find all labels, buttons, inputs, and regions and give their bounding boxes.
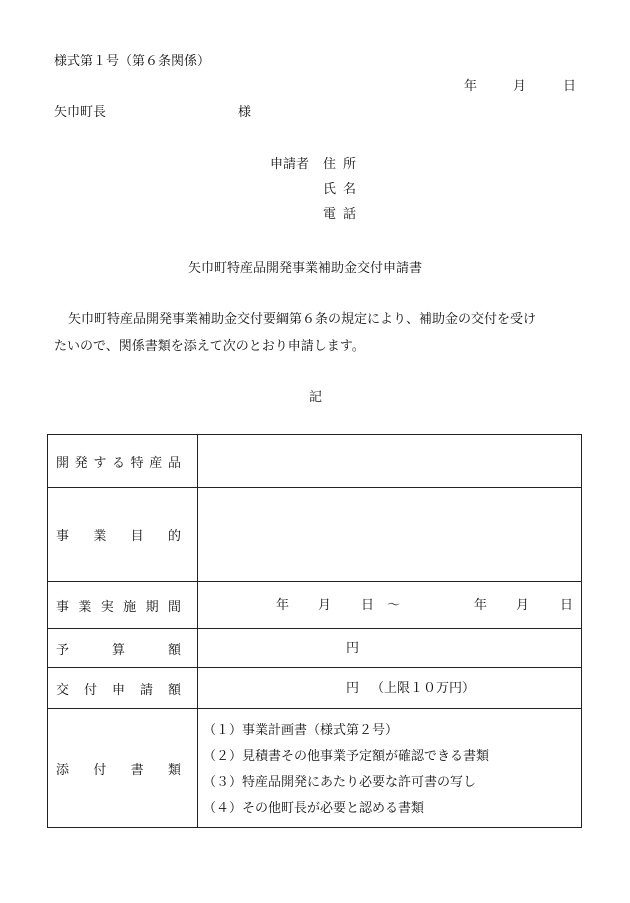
table-row-product <box>48 435 582 488</box>
period-start-day: 日 <box>361 598 375 613</box>
applicant-address-label: 住 所 <box>323 157 356 172</box>
purpose-value-cell[interactable] <box>198 488 582 582</box>
label-budget: 予 算 額 <box>56 642 181 658</box>
date-day-label: 日 <box>563 79 577 94</box>
applicant-role-label: 申請者 <box>270 157 310 172</box>
form-number: 様式第１号（第６条関係） <box>54 54 211 69</box>
table-row-purpose <box>48 488 582 582</box>
request-limit: （上限１０万円） <box>371 681 476 696</box>
table-row-budget <box>48 629 582 668</box>
budget-unit: 円 <box>346 641 360 656</box>
request-unit: 円 <box>346 681 360 696</box>
document-title: 矢巾町特産品開発事業補助金交付申請書 <box>188 261 423 276</box>
product-value-cell[interactable] <box>198 435 582 488</box>
attachments-cell <box>198 709 582 828</box>
date-month-label: 月 <box>513 79 527 94</box>
attachment-item: （１）事業計画書（様式第２号） <box>203 722 399 738</box>
period-value-cell[interactable] <box>198 582 582 629</box>
label-period: 事 業 実 施 期 間 <box>56 599 181 615</box>
applicant-phone-label: 電 話 <box>323 207 356 222</box>
period-start-month: 月 <box>318 598 332 613</box>
label-request: 交 付 申 請 額 <box>56 682 181 698</box>
ki-marker: 記 <box>309 390 323 405</box>
attachment-item: （３）特産品開発にあたり必要な許可書の写し <box>203 774 477 790</box>
table-row-attachments <box>48 709 582 828</box>
period-tilde: ～ <box>387 598 401 613</box>
body-line-2: たいので、関係書類を添えて次のとおり申請します。 <box>54 339 365 354</box>
table-row-request <box>48 668 582 709</box>
applicant-name-label: 氏 名 <box>323 182 356 197</box>
period-end-year: 年 <box>474 598 488 613</box>
period-end-day: 日 <box>560 598 574 613</box>
period-start-year: 年 <box>276 598 290 613</box>
date-year-label: 年 <box>464 79 478 94</box>
table-row-period <box>48 582 582 629</box>
honorific: 様 <box>238 105 252 120</box>
budget-value-cell[interactable] <box>198 629 582 668</box>
body-line-1: 矢巾町特産品開発事業補助金交付要綱第６条の規定により、補助金の交付を受け <box>68 312 537 327</box>
request-value-cell[interactable] <box>198 668 582 709</box>
period-end-month: 月 <box>516 598 530 613</box>
label-attachments: 添 付 書 類 <box>56 762 181 778</box>
label-purpose: 事 業 目 的 <box>56 529 181 544</box>
attachment-item: （２）見積書その他事業予定額が確認できる書類 <box>203 748 490 764</box>
label-product: 開 発 す る 特 産 品 <box>56 455 181 471</box>
attachment-item: （４）その他町長が必要と認める書類 <box>203 800 425 816</box>
addressee: 矢巾町長 <box>54 105 107 120</box>
application-table <box>47 434 582 828</box>
